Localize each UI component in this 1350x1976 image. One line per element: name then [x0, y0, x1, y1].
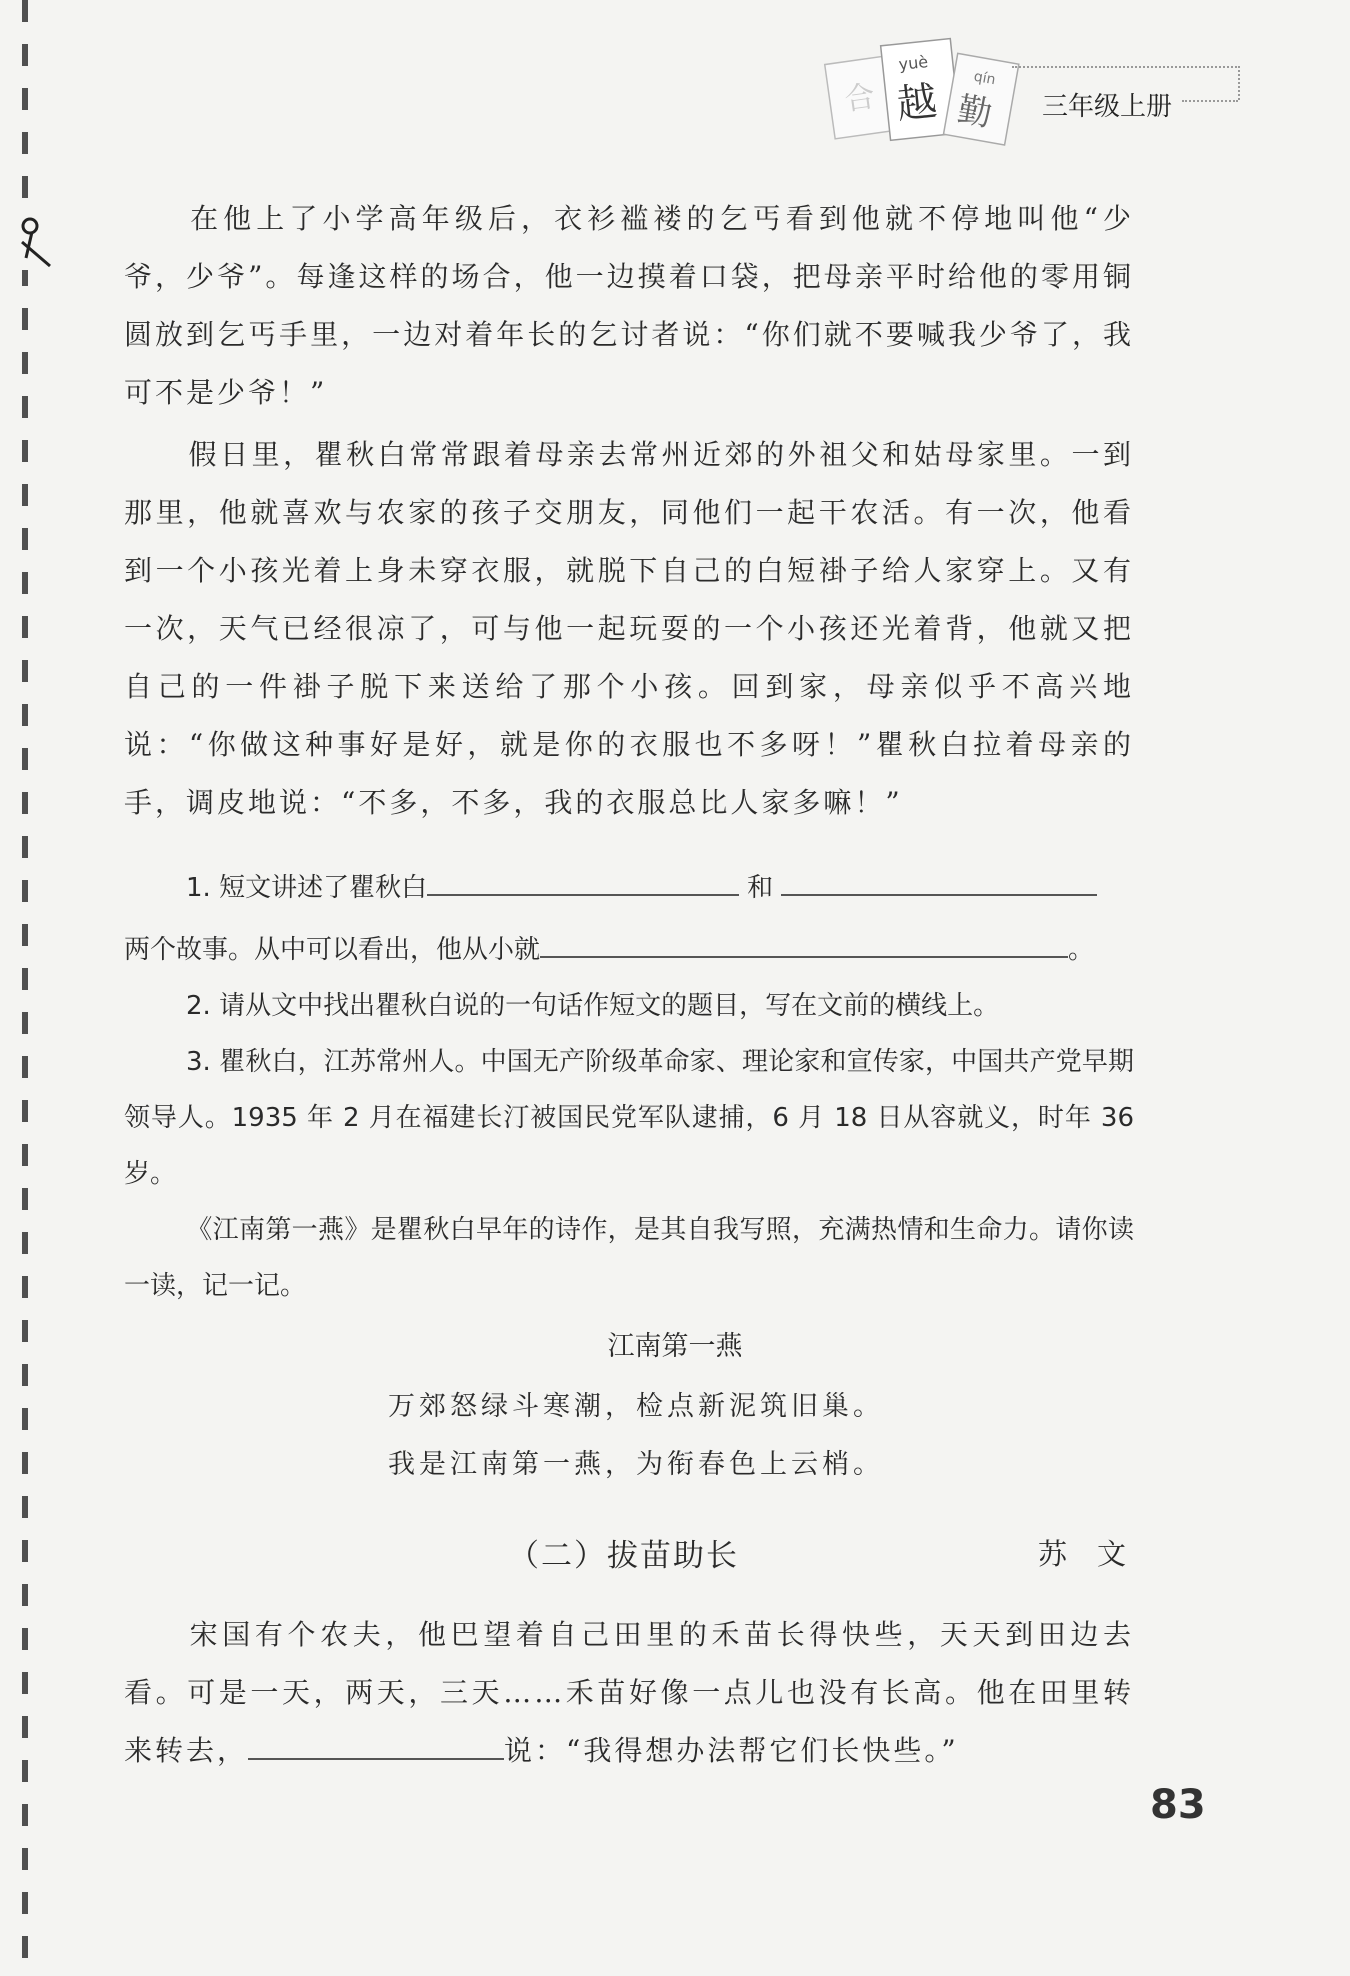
- answer-blank-farmer[interactable]: [248, 1728, 504, 1760]
- question-1-line-2: [124, 922, 1134, 978]
- story-paragraph-1-text: 在他上了小学高年级后，衣衫褴褛的乞丐看到他就不停地叫他“少爷，少爷”。每逢这样的场合，他一边摸着口袋，把母亲平时给他的零用铜圆放到乞丐手里，一边对着年长的乞讨者说：“你们就不要喊我少爷了，我可不是少爷！”: [124, 202, 1134, 409]
- scissors-icon: [16, 212, 56, 270]
- section-2-after-blank: 说：“我得想办法帮它们长快些。”: [504, 1734, 959, 1767]
- question-1-period: 。: [1068, 935, 1095, 965]
- story-paragraph-1: [124, 190, 1134, 422]
- logo-char-2: 越: [894, 78, 940, 129]
- poem-line-1: 万郊怒绿斗寒潮，检点新泥筑旧巢。: [388, 1391, 884, 1422]
- binding-dash-line: [22, 0, 28, 1976]
- question-2: [124, 978, 1134, 1034]
- question-1-text-2: 两个故事。从中可以看出，他从小就: [124, 935, 541, 965]
- logo-char-3: 勤: [954, 89, 996, 135]
- question-3-text: 3. 瞿秋白，江苏常州人。中国无产阶级革命家、理论家和宣传家，中国共产党早期领导人。1935 年 2 月在福建长汀被国民党军队逮捕，6 月 18 日从容就义，时年 36 岁。: [124, 1047, 1134, 1189]
- answer-blank-trait[interactable]: [540, 926, 1068, 958]
- question-3: [124, 1034, 1134, 1202]
- logo-pinyin-1: yuè: [897, 52, 929, 75]
- logo-stamp-icon: [820, 30, 1020, 160]
- poem-line-2: 我是江南第一燕，为衔春色上云梢。: [388, 1449, 884, 1480]
- question-1-text: 1. 短文讲述了瞿秋白: [186, 873, 428, 903]
- answer-blank-story-1[interactable]: [427, 864, 739, 896]
- question-3-note: [124, 1202, 1134, 1314]
- question-1-and: 和: [747, 873, 774, 903]
- page-number: 83: [1150, 1782, 1206, 1828]
- story-paragraph-2-text: 假日里，瞿秋白常常跟着母亲去常州近郊的外祖父和姑母家里。一到那里，他就喜欢与农家的孩子交朋友，同他们一起干农活。有一次，他看到一个小孩光着上身未穿衣服，就脱下自己的白短褂子给人家穿上。又有一次，天气已经很凉了，可与他一起玩耍的一个小孩还光着背，他就又把自己的一件褂子脱下来送给了那个小孩。回到家，母亲似乎不高兴地说：“你做这种事好是好，就是你的衣服也不多呀！”瞿秋白拉着母亲的手，调皮地说：“不多，不多，我的衣服总比人家多嘛！”: [124, 438, 1134, 819]
- section-2-author: 苏文: [1038, 1537, 1157, 1571]
- story-paragraph-2: [124, 426, 1134, 832]
- question-2-text: 2. 请从文中找出瞿秋白说的一句话作短文的题目，写在文前的横线上。: [186, 991, 1000, 1021]
- section-2-paragraph-text: 宋国有个农夫，他巴望着自己田里的禾苗长得快些，天天到田边去看。可是一天，两天，三天……禾苗好像一点儿也没有长高。他在田里转来转去，: [124, 1618, 1134, 1767]
- grade-label: 三年级上册: [1042, 92, 1173, 122]
- header-dotted-underline: [1182, 100, 1238, 102]
- question-1-line-1: [124, 860, 1134, 916]
- logo-pinyin-2: qín: [972, 68, 997, 89]
- question-3-note-text: 《江南第一燕》是瞿秋白早年的诗作，是其自我写照，充满热情和生命力。请你读一读，记一记。: [124, 1215, 1134, 1301]
- poem-title: 江南第一燕: [607, 1331, 743, 1362]
- section-2-title: （二）拔苗助长: [508, 1538, 739, 1574]
- section-2-paragraph: [124, 1606, 1134, 1780]
- logo-char-1: 合: [842, 79, 878, 118]
- answer-blank-story-2[interactable]: [781, 864, 1097, 896]
